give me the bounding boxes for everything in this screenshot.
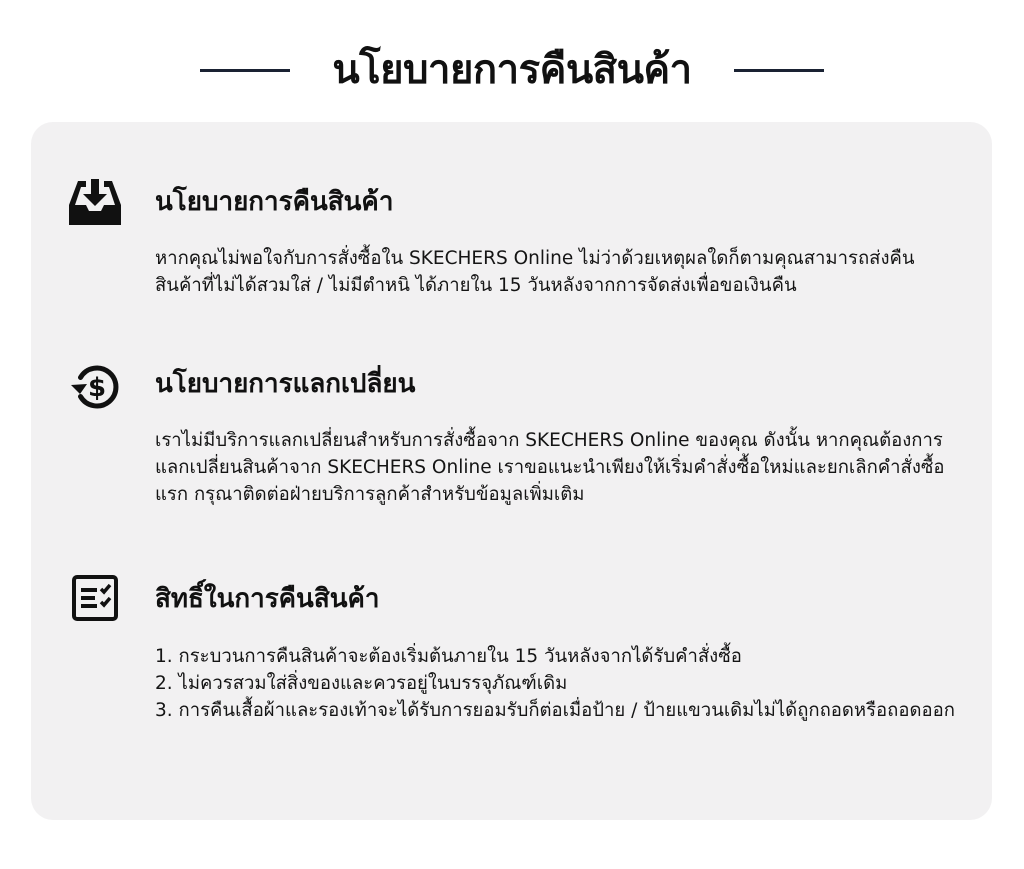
inbox-download-icon [67, 176, 123, 228]
section-paragraph: เราไม่มีบริการแลกเปลี่ยนสำหรับการสั่งซื้อจาก SKECHERS Online ของคุณ ดังนั้น หากคุณต้องการแลกเปลี่ยนสินค้าจาก SKECHERS Online เราขอแนะนำเพียงให้เริ่มคำสั่งซื้อใหม่และยกเลิกคำสั่งซื้อแรก กรุณาติดต่อฝ่ายบริการลูกค้าสำหรับข้อมูลเพิ่มเติม [155, 430, 945, 505]
section-title: นโยบายการคืนสินค้า [155, 187, 394, 217]
list-item: 1. กระบวนการคืนสินค้าจะต้องเริ่มต้นภายใน 15 วันหลังจากได้รับคำสั่งซื้อ [155, 646, 742, 667]
section-title: นโยบายการแลกเปลี่ยน [155, 369, 416, 399]
page-title: นโยบายการคืนสินค้า [332, 47, 692, 93]
page-header [0, 40, 1024, 100]
list-item: 2. ไม่ควรสวมใส่สิ่งของและควรอยู่ในบรรจุภัณฑ์เดิม [155, 673, 568, 694]
section-title: สิทธิ์ในการคืนสินค้า [155, 584, 380, 614]
svg-text:$: $ [87, 373, 107, 403]
header-right-rule [734, 69, 824, 72]
header-left-rule [200, 69, 290, 72]
section-paragraph: หากคุณไม่พอใจกับการสั่งซื้อใน SKECHERS Online ไม่ว่าด้วยเหตุผลใดก็ตามคุณสามารถส่งคืนสินค้าที่ไม่ได้สวมใส่ / ไม่มีตำหนิ ได้ภายใน 15 วันหลังจากการจัดส่งเพื่อขอเงินคืน [155, 248, 915, 296]
section-body [155, 245, 955, 299]
refund-dollar-icon [67, 361, 123, 413]
policy-card [31, 122, 992, 820]
section-list [155, 643, 955, 724]
checklist-icon [67, 572, 123, 624]
section-body [155, 427, 955, 508]
list-item: 3. การคืนเสื้อผ้าและรองเท้าจะได้รับการยอมรับก็ต่อเมื่อป้าย / ป้ายแขวนเดิมไม่ได้ถูกถอดหรือถอดออก [155, 700, 955, 721]
